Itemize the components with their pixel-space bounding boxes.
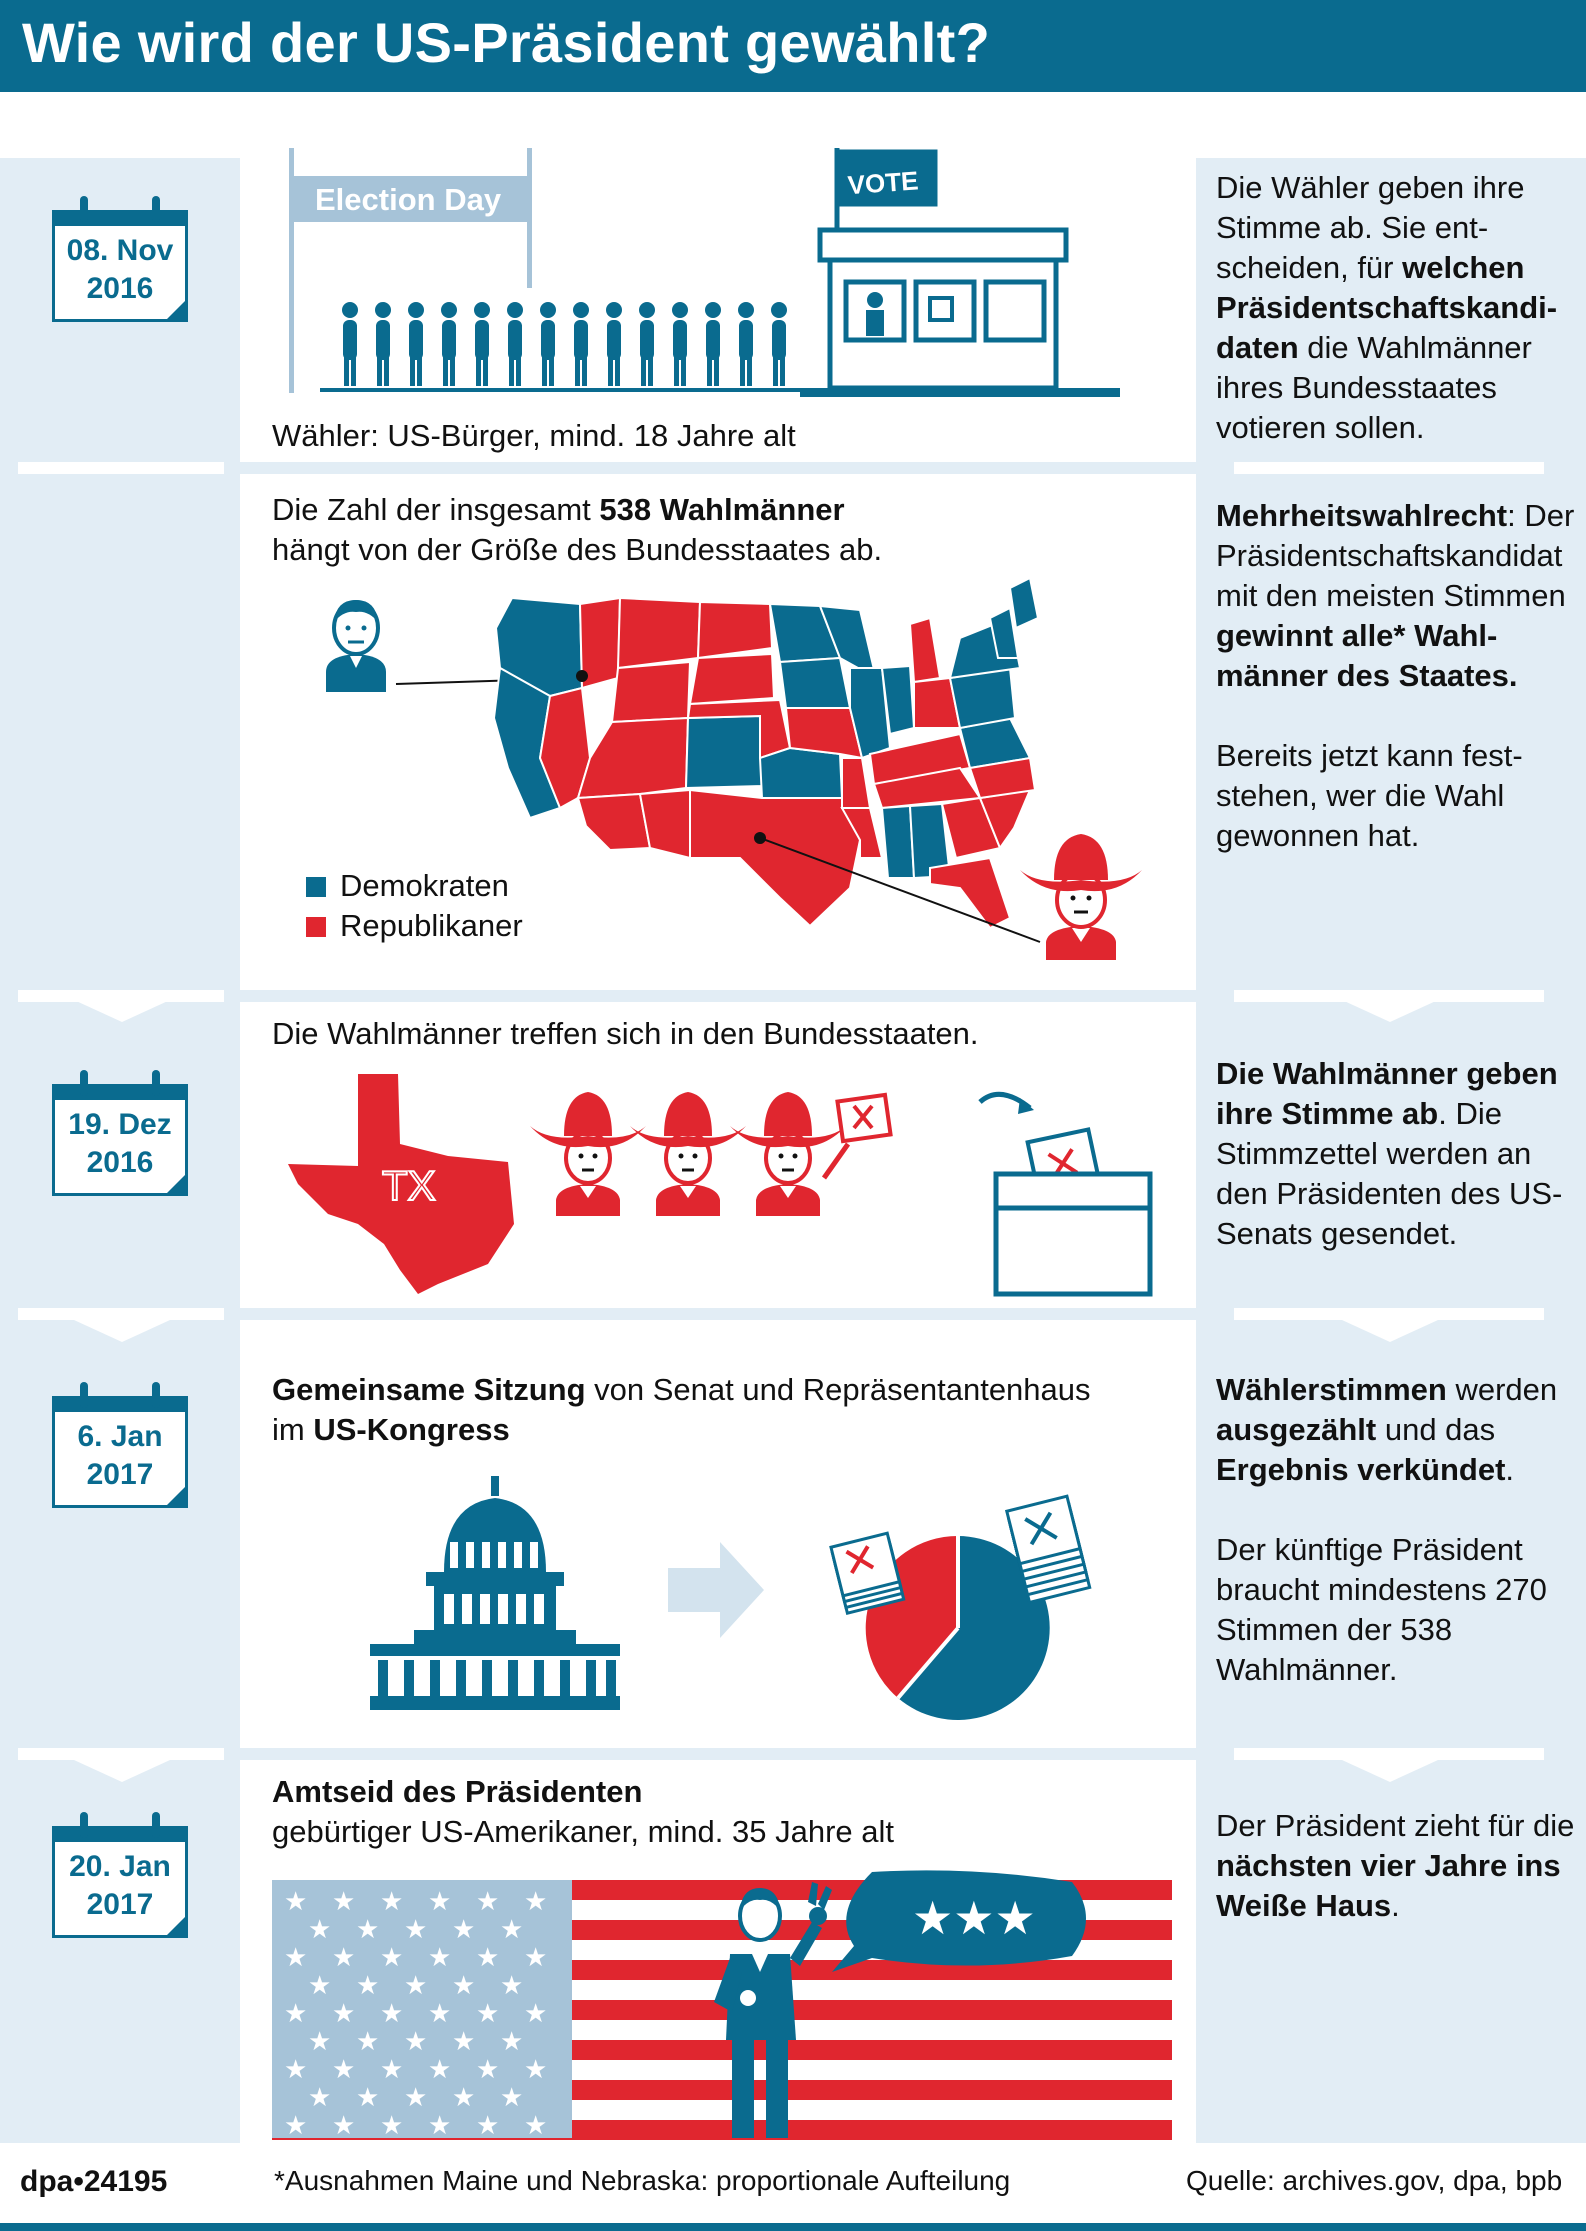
- bubble-stars: ★★★: [912, 1891, 1036, 1945]
- source: Quelle: archives.gov, dpa, bpb: [1186, 2165, 1563, 2196]
- svg-text:★: ★: [452, 2083, 476, 2113]
- chevron: [1342, 1320, 1438, 1342]
- svg-text:★: ★: [428, 2111, 452, 2141]
- svg-text:★: ★: [284, 2111, 308, 2141]
- voter-figure: [639, 302, 655, 386]
- svg-text:★: ★: [332, 1999, 356, 2029]
- voter-figure: [573, 302, 589, 386]
- legend-item-democrats: Demokraten: [306, 866, 523, 906]
- svg-text:★: ★: [476, 2055, 500, 2085]
- chevron: [1342, 1760, 1438, 1782]
- legend-item-republicans: Republikaner: [306, 906, 523, 946]
- step2-heading: Die Zahl der insgesamt 538 Wahlmänner hängt von der Größe des Bundesstaates ab.: [272, 492, 883, 567]
- chevron: [74, 1000, 170, 1022]
- svg-text:★: ★: [404, 2027, 428, 2057]
- texas-state-icon: [288, 1074, 518, 1294]
- separator: [0, 1308, 1586, 1320]
- step4-heading: Gemeinsame Sitzung von Senat und Repräsentantenhaus im US-Kongress: [272, 1372, 1091, 1447]
- svg-text:★: ★: [500, 1915, 524, 1945]
- svg-text:★: ★: [308, 1971, 332, 2001]
- date-step3-line2: 2016: [86, 1146, 154, 1179]
- pointer-line-rep: [760, 838, 1050, 948]
- svg-text:★: ★: [524, 1943, 548, 1973]
- svg-text:★: ★: [332, 2055, 356, 2085]
- svg-text:★: ★: [308, 2083, 332, 2113]
- date-step1-line2: 2016: [86, 272, 154, 305]
- svg-text:★: ★: [404, 2083, 428, 2113]
- step3-description: Die Wahlmänner geben ihre Stimme ab. Die Stimmzettel werden an den Präsidenten des US-Senats gesendet.: [1216, 1056, 1563, 1251]
- voter-figure: [342, 302, 358, 386]
- calendar-step5: [52, 1812, 188, 1938]
- svg-text:★: ★: [356, 2027, 380, 2057]
- legend-swatch-red: [306, 917, 326, 937]
- step1-description: Die Wähler geben ihre Stimme ab. Sie entscheiden, für welchen Präsidentschaftskandidaten die Wahlmänner ihres Bundesstaates votieren sollen.: [1216, 170, 1558, 445]
- svg-text:★: ★: [356, 1915, 380, 1945]
- svg-text:★: ★: [500, 1971, 524, 2001]
- svg-text:★: ★: [428, 2055, 452, 2085]
- svg-text:★: ★: [428, 1887, 452, 1917]
- svg-text:★: ★: [284, 2055, 308, 2085]
- step5-heading: Amtseid des Präsidenten gebürtiger US-Amerikaner, mind. 35 Jahre alt: [272, 1774, 895, 1849]
- capitol-icon: [370, 1476, 620, 1712]
- svg-text:★: ★: [380, 1999, 404, 2029]
- page-title: Wie wird der US-Präsident gewählt?: [22, 11, 991, 74]
- voter-queue: [320, 296, 800, 396]
- svg-text:★: ★: [308, 1915, 332, 1945]
- vote-result-pie: [818, 1476, 1098, 1722]
- date-step1-line1: 08. Nov: [66, 234, 174, 267]
- step3-heading: Die Wahlmänner treffen sich in den Bundesstaaten.: [272, 1016, 979, 1051]
- elector-figure-red: [1018, 830, 1144, 960]
- svg-text:★: ★: [356, 2083, 380, 2113]
- calendar-step4: [52, 1382, 188, 1508]
- svg-text:★: ★: [524, 1887, 548, 1917]
- svg-text:★: ★: [524, 2111, 548, 2141]
- svg-text:★: ★: [308, 2027, 332, 2057]
- arrow-right-icon: [668, 1542, 764, 1638]
- svg-text:★: ★: [332, 1887, 356, 1917]
- svg-text:★: ★: [476, 1999, 500, 2029]
- svg-text:★: ★: [476, 2111, 500, 2141]
- separator: [0, 1748, 1586, 1760]
- voter-figure: [606, 302, 622, 386]
- svg-text:★: ★: [452, 1971, 476, 2001]
- svg-text:★: ★: [284, 1999, 308, 2029]
- legend-swatch-blue: [306, 877, 326, 897]
- date-step5-line2: 2017: [86, 1888, 154, 1921]
- svg-text:★: ★: [476, 1943, 500, 1973]
- elector-cowboy: [730, 1092, 846, 1216]
- ballot-box-icon: [960, 1090, 1160, 1300]
- map-legend: [306, 866, 523, 946]
- voter-figure: [507, 302, 523, 386]
- step2-description: Mehrheitswahlrecht: Der Präsidentschaftskandidat mit den meisten Stimmen gewinnt alle* Wahlmänner des Staates. Bereits jetzt kann feststehen, wer die Wahl gewonnen hat.: [1216, 498, 1575, 853]
- svg-text:★: ★: [380, 1887, 404, 1917]
- texas-label: TX: [382, 1162, 436, 1209]
- calendar-step3: [52, 1070, 188, 1196]
- separator: [0, 462, 1586, 474]
- voter-figure: [738, 302, 754, 386]
- date-step5-line1: 20. Jan: [69, 1850, 171, 1883]
- svg-text:★: ★: [428, 1999, 452, 2029]
- svg-text:★: ★: [524, 1999, 548, 2029]
- elector-figure-blue: [316, 592, 396, 692]
- footnote: *Ausnahmen Maine und Nebraska: proportionale Aufteilung: [274, 2165, 1011, 2196]
- date-step4-line1: 6. Jan: [77, 1420, 163, 1453]
- calendar-step1: [52, 196, 188, 322]
- svg-text:★: ★: [428, 1943, 452, 1973]
- step5-description: Der Präsident zieht für die nächsten vier Jahre ins Weiße Haus.: [1216, 1808, 1575, 1923]
- svg-text:★: ★: [380, 2055, 404, 2085]
- step4-description: Wählerstimmen werden ausgezählt und das Ergebnis verkündet. Der künftige Präsident braucht mindestens 270 Stimmen der 538 Wahlmänner.: [1216, 1372, 1558, 1687]
- voter-figure: [474, 302, 490, 386]
- svg-text:★: ★: [500, 2027, 524, 2057]
- svg-text:★: ★: [332, 2111, 356, 2141]
- svg-text:★: ★: [380, 2111, 404, 2141]
- svg-text:★: ★: [404, 1915, 428, 1945]
- svg-text:★: ★: [452, 1915, 476, 1945]
- voter-figure: [375, 302, 391, 386]
- chevron: [74, 1760, 170, 1782]
- svg-text:★: ★: [476, 1887, 500, 1917]
- polling-station-icon: [800, 148, 1120, 398]
- svg-text:★: ★: [284, 1887, 308, 1917]
- header-bar: [0, 0, 1586, 92]
- svg-text:★: ★: [524, 2055, 548, 2085]
- svg-text:★: ★: [452, 2027, 476, 2057]
- voter-figure: [408, 302, 424, 386]
- elector-cowboy: [630, 1092, 746, 1216]
- electors-group: [528, 1090, 938, 1220]
- voter-figure: [672, 302, 688, 386]
- dpa-logo: dpa•24195: [20, 2165, 168, 2198]
- voter-figure: [771, 302, 787, 386]
- chevron: [1342, 1000, 1438, 1022]
- svg-text:★: ★: [332, 1943, 356, 1973]
- footer: [0, 2143, 1586, 2231]
- svg-text:★: ★: [284, 1943, 308, 1973]
- elector-cowboy: [530, 1092, 646, 1216]
- us-flag-illustration: [272, 1862, 1172, 2141]
- step1-caption: Wähler: US-Bürger, mind. 18 Jahre alt: [272, 418, 796, 453]
- chevron: [74, 1320, 170, 1342]
- date-step3-line1: 19. Dez: [68, 1108, 172, 1141]
- date-step4-line2: 2017: [86, 1458, 154, 1491]
- election-day-label: Election Day: [315, 182, 502, 217]
- svg-text:★: ★: [380, 1943, 404, 1973]
- voter-figure: [540, 302, 556, 386]
- vote-flag-label: VOTE: [846, 165, 920, 201]
- svg-text:★: ★: [404, 1971, 428, 2001]
- voter-figure: [441, 302, 457, 386]
- svg-text:★: ★: [356, 1971, 380, 2001]
- voter-figure: [705, 302, 721, 386]
- svg-text:★: ★: [500, 2083, 524, 2113]
